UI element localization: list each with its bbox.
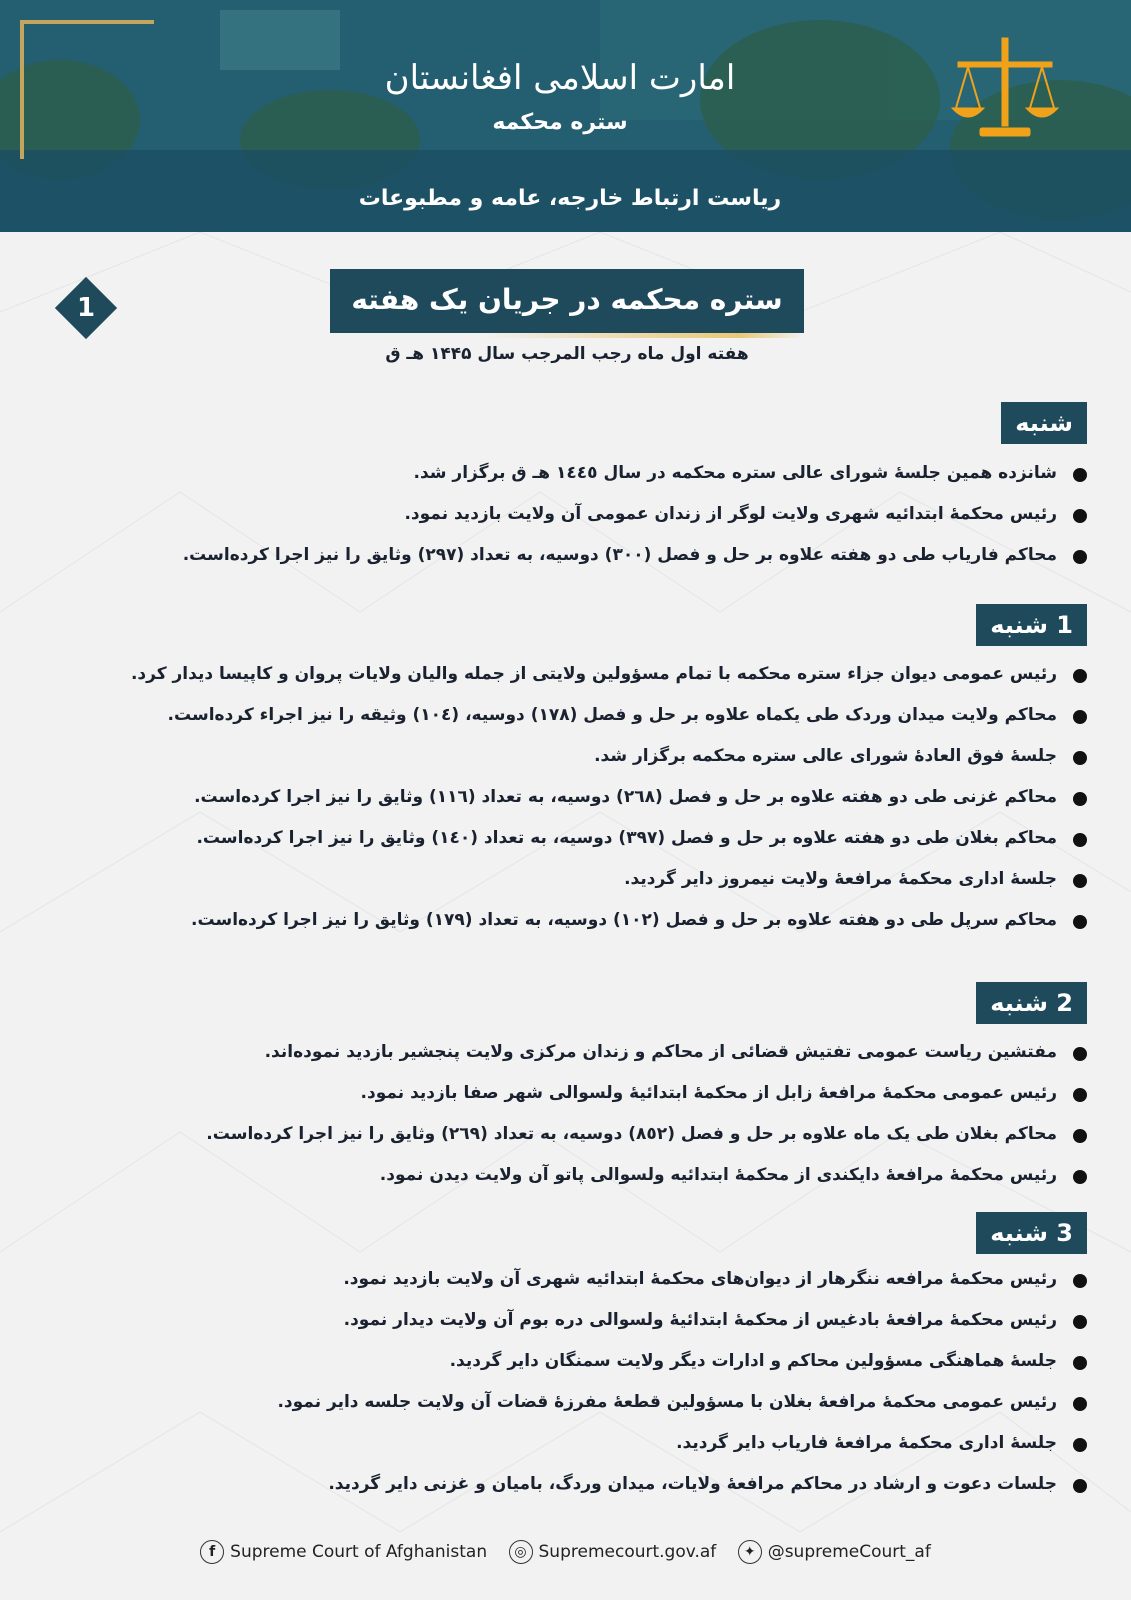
list-item: رئیس محکمۀ مرافعۀ دایکندی از محکمۀ ابتدائیه ولسوالی پاتو آن ولایت دیدن نمود. [100,1160,1093,1201]
twitter-icon: ✦ [738,1540,762,1564]
list-item: محاکم سرپل طی دو هفته علاوه بر حل و فصل (١٠٢) دوسیه، به تعداد (١٧٩) وثایق را نیز اجرا کرده‌است. [100,905,1093,946]
bullet-icon [1073,833,1087,847]
bullet-icon [1073,509,1087,523]
emirate-title: امارت اسلامی افغانستان [384,58,736,98]
twitter-link[interactable]: ✦ @supremeCourt_af [738,1540,931,1564]
list-item: محاکم ولایت میدان وردک طی یکماه علاوه بر حل و فصل (١٧٨) دوسیه، (١٠٤) وثیقه را نیز اجراء کرده‌است. [100,700,1093,741]
list-item: جلسۀ فوق العادۀ شورای عالی ستره محکمه برگزار شد. [100,741,1093,782]
list-item: رئیس محکمۀ مرافعۀ بادغیس از محکمۀ ابتدائیۀ ولسوالی دره بوم آن ولایت دیدار نمود. [100,1305,1093,1346]
list-item: رئیس عمومی محکمۀ مرافعۀ بغلان با مسؤولین قطعۀ مفرزۀ قضات آن ولایت جلسه دایر نمود. [100,1387,1093,1428]
page-number-text: 1 [76,293,96,323]
bullet-icon [1073,1356,1087,1370]
list-item: جلسۀ هماهنگی مسؤولین محاکم و ادارات دیگر ولایت سمنگان دایر گردید. [100,1346,1093,1387]
header-banner [0,0,1131,232]
day-label-tuesday: 3 شنبه [976,1212,1087,1254]
bullet-icon [1073,1170,1087,1184]
bullet-icon [1073,1047,1087,1061]
bullet-icon [1073,1479,1087,1493]
list-item: جلسۀ اداری محکمۀ مرافعۀ فاریاب دایر گردید. [100,1428,1093,1469]
week-subtitle: هفته اول ماه رجب المرجب سال ۱۴۴۵ هـ ق [385,344,749,364]
bullet-icon [1073,1088,1087,1102]
bullet-icon [1073,1274,1087,1288]
bullet-icon [1073,792,1087,806]
list-item: رئیس عمومی محکمۀ مرافعۀ زابل از محکمۀ ابتدائیۀ ولسوالی شهر صفا بازدید نمود. [100,1078,1093,1119]
list-item: جلسات دعوت و ارشاد در محاکم مرافعۀ ولایات، میدان وردگ، بامیان و غزنی دایر گردید. [100,1469,1093,1510]
bullet-icon [1073,710,1087,724]
bullet-icon [1073,1315,1087,1329]
list-item: شانزده همین جلسۀ شورای عالی ستره محکمه در سال ١٤٤٥ هـ ق برگزار شد. [100,458,1093,499]
department-title: ریاست ارتباط خارجه، عامه و مطبوعات [358,186,782,211]
list-item: رئیس محکمۀ مرافعه ننگرهار از دیوان‌های محکمۀ ابتدائیه شهری آن ولایت بازدید نمود. [100,1264,1093,1305]
list-item: محاکم بغلان طی دو هفته علاوه بر حل و فصل (٣٩٧) دوسیه، به تعداد (١٤٠) وثایق را نیز اجرا کرده‌است. [100,823,1093,864]
facebook-link[interactable]: f Supreme Court of Afghanistan [200,1540,487,1564]
bullet-icon [1073,1438,1087,1452]
list-item: محاکم غزنی طی دو هفته علاوه بر حل و فصل (٢٦٨) دوسیه، به تعداد (١١٦) وثایق را نیز اجرا کرده‌است. [100,782,1093,823]
list-item: مفتشین ریاست عمومی تفتیش قضائی از محاکم و زندان مرکزی ولایت پنجشیر بازدید نموده‌اند. [100,1037,1093,1078]
list-item: رئیس محکمۀ ابتدائیه شهری ولایت لوگر از زندان عمومی آن ولایت بازدید نمود. [100,499,1093,540]
supreme-court-title: ستره محکمه [492,110,628,135]
day-items-tuesday [100,1264,1093,1510]
facebook-icon: f [200,1540,224,1564]
list-item: محاکم فاریاب طی دو هفته علاوه بر حل و فصل (٣٠٠) دوسیه، به تعداد (٢٩٧) وثایق را نیز اجرا کرده‌است. [100,540,1093,581]
day-items-monday [100,1037,1093,1201]
bullet-icon [1073,1397,1087,1411]
footer [0,1540,1131,1576]
website-link[interactable]: ◎ Supremecourt.gov.af [509,1540,717,1564]
globe-icon: ◎ [509,1540,533,1564]
list-item: رئیس عمومی دیوان جزاء ستره محکمه با تمام مسؤولین ولایتی از جمله والیان ولایات پروان و کاپیسا دیدار کرد. [100,659,1093,700]
bullet-icon [1073,669,1087,683]
bullet-icon [1073,468,1087,482]
bullet-icon [1073,550,1087,564]
day-label-sunday: 1 شنبه [976,604,1087,646]
day-label-saturday: شنبه [1001,402,1087,444]
day-items-saturday [100,458,1093,581]
list-item: جلسۀ اداری محکمۀ مرافعۀ ولایت نیمروز دایر گردید. [100,864,1093,905]
page-title: ستره محکمه در جریان یک هفته [330,269,804,333]
bullet-icon [1073,1129,1087,1143]
bullet-icon [1073,915,1087,929]
day-items-sunday [100,659,1093,946]
bullet-icon [1073,874,1087,888]
list-item: محاکم بغلان طی یک ماه علاوه بر حل و فصل (٨٥٢) دوسیه، به تعداد (٢٦٩) وثایق را نیز اجرا کرده‌است. [100,1119,1093,1160]
gold-corner-frame [20,20,154,159]
bullet-icon [1073,751,1087,765]
scales-of-justice-icon [950,36,1060,141]
day-label-monday: 2 شنبه [976,982,1087,1024]
